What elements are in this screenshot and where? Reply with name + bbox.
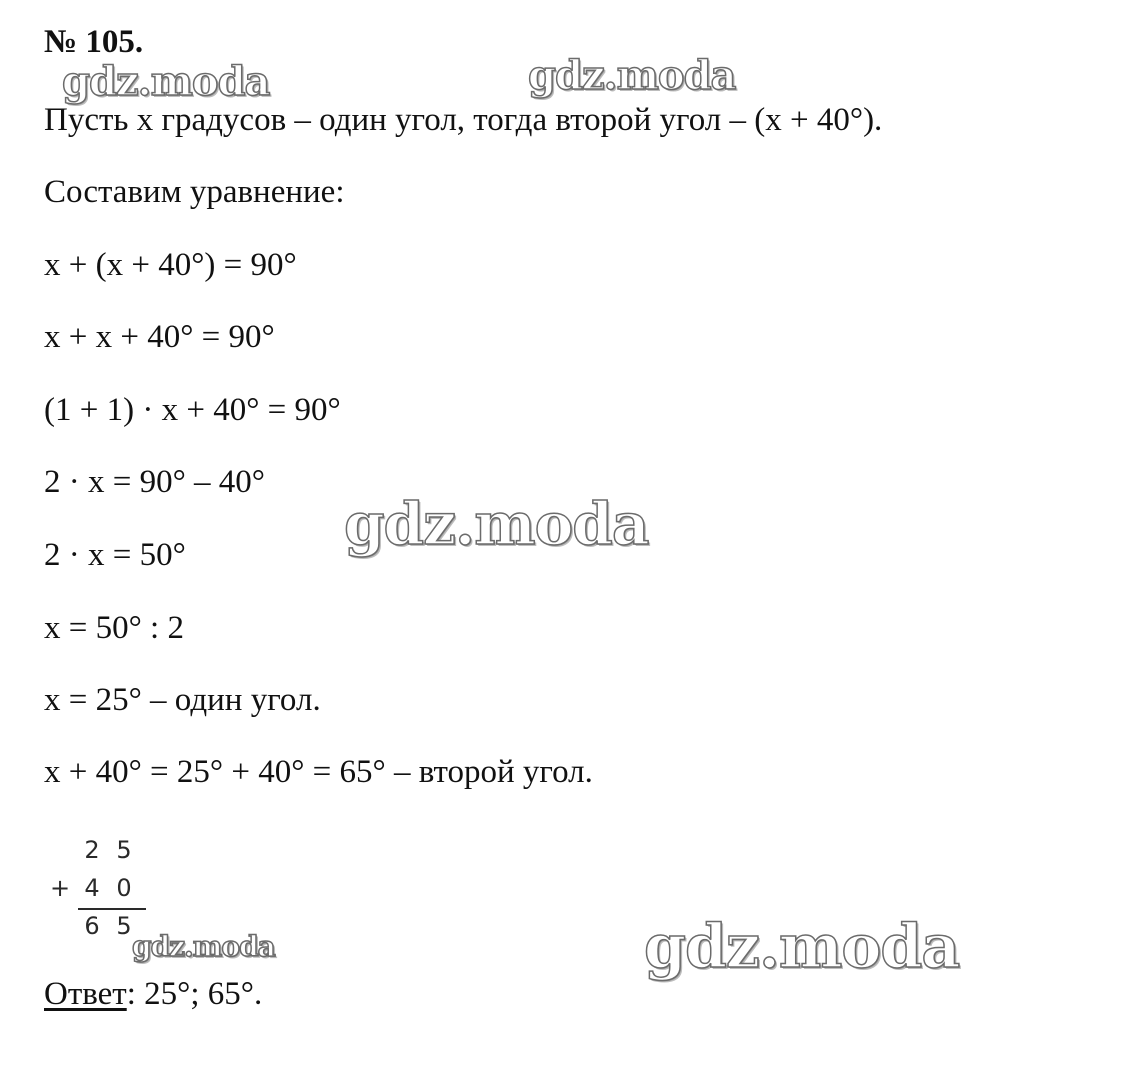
plus-sign: + xyxy=(50,874,71,902)
equation-heading: Составим уравнение: xyxy=(44,174,345,210)
answer-line xyxy=(44,974,262,1014)
answer-text: : 25°; 65°. xyxy=(126,976,263,1012)
equation-step: (1 + 1) · х + 40° = 90° xyxy=(44,392,341,428)
watermark: gdz.moda xyxy=(528,52,736,99)
equation-step: х = 50° : 2 xyxy=(44,610,184,646)
equation-step: х = 25° – один угол. xyxy=(44,682,321,718)
watermark: gdz.moda xyxy=(344,490,649,558)
equation-step: 2 · х = 90° – 40° xyxy=(44,464,265,500)
watermark: gdz.moda xyxy=(132,930,275,963)
watermark: gdz.moda xyxy=(62,58,270,105)
column-addition xyxy=(50,834,150,944)
digit: 5 xyxy=(116,912,132,940)
watermark: gdz.moda xyxy=(644,912,960,982)
digit: 5 xyxy=(116,836,132,864)
addend-row xyxy=(50,872,150,904)
digit: 2 xyxy=(84,836,100,864)
digit: 4 xyxy=(84,874,100,902)
equation-step: х + 40° = 25° + 40° = 65° – второй угол. xyxy=(44,754,593,790)
digit: 6 xyxy=(84,912,100,940)
intro-text: Пусть х градусов – один угол, тогда второй угол – (х + 40°). xyxy=(44,102,883,138)
equation-step: х + х + 40° = 90° xyxy=(44,319,275,355)
problem-number: № 105. xyxy=(44,24,144,60)
answer-label: Ответ xyxy=(44,976,127,1012)
addend-row xyxy=(50,834,150,866)
digit: 0 xyxy=(116,874,132,902)
equation-step: х + (х + 40°) = 90° xyxy=(44,247,297,283)
equation-step: 2 · х = 50° xyxy=(44,537,186,573)
